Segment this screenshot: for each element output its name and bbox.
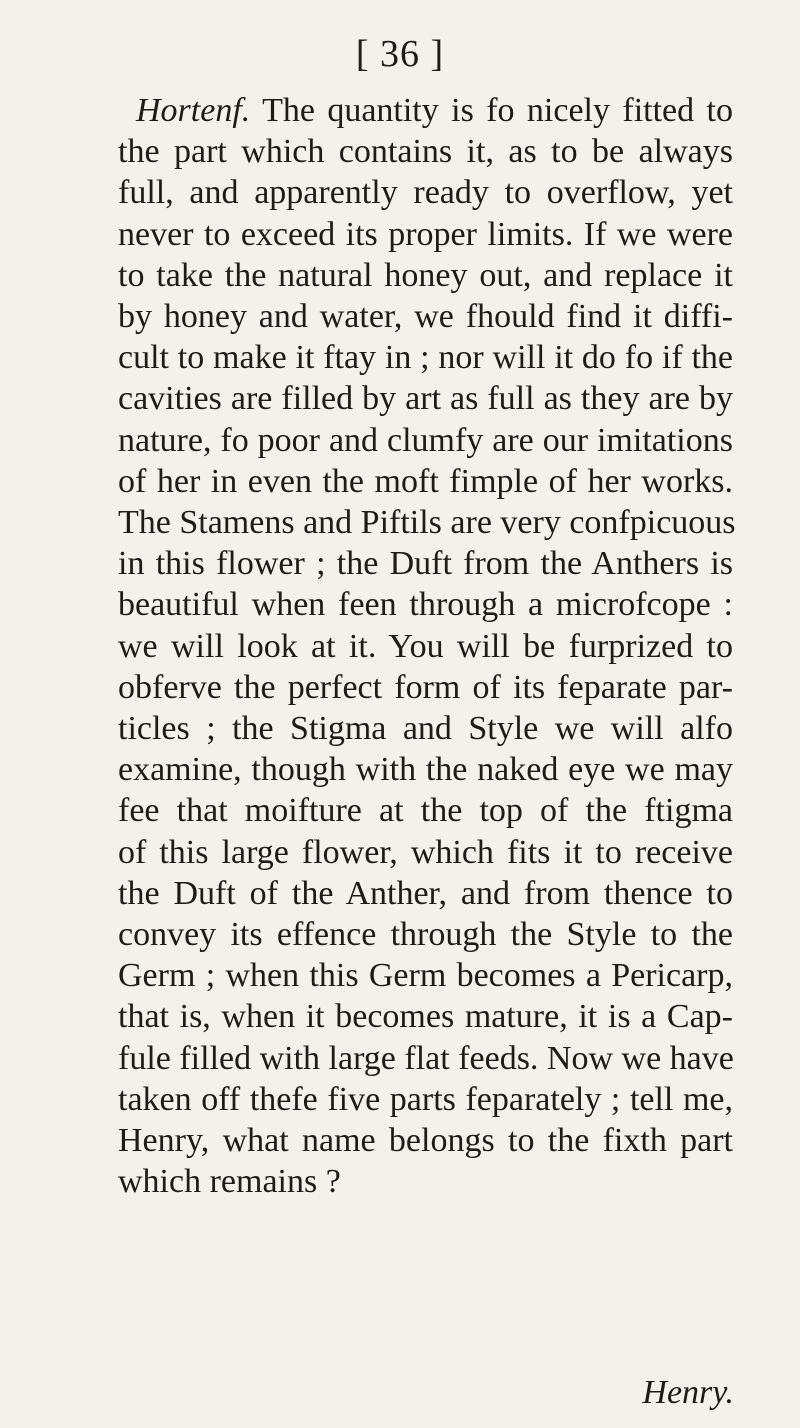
- text-line: of her in even the moft fimple of her works.: [118, 462, 733, 500]
- text-line: full, and apparently ready to overflow, yet: [118, 174, 733, 212]
- speaker-name: Hortenf.: [136, 92, 251, 129]
- text-line: beautiful when feen through a microfcope :: [118, 586, 733, 624]
- text-line: that is, when it becomes mature, it is a Cap-: [118, 998, 733, 1036]
- text-line: convey its effence through the Style to the: [118, 916, 733, 954]
- body-text: [118, 90, 736, 1202]
- text-line: cavities are filled by art as full as they are by: [118, 380, 733, 418]
- text-line: the part which contains it, as to be always: [118, 133, 733, 171]
- text-line: Hortenf. The quantity is fo nicely fitted to: [136, 92, 733, 129]
- text-line: fee that moifture at the top of the ftigma: [118, 792, 733, 830]
- text-line: which remains ?: [118, 1163, 341, 1201]
- text-line: the Duft of the Anther, and from thence to: [118, 874, 733, 912]
- text-line: we will look at it. You will be furprized to: [118, 627, 733, 665]
- text-line: obferve the perfect form of its feparate par-: [118, 668, 733, 706]
- text-line: ticles ; the Stigma and Style we will alfo: [118, 710, 733, 748]
- text-line: Henry, what name belongs to the fixth part: [118, 1122, 733, 1160]
- text-line: fule filled with large flat feeds. Now we have: [118, 1039, 734, 1077]
- text-line: in this flower ; the Duft from the Anthers is: [118, 545, 733, 583]
- catchword: Henry.: [642, 1374, 734, 1411]
- text-line: Germ ; when this Germ becomes a Pericarp,: [118, 957, 733, 995]
- text-line: examine, though with the naked eye we may: [118, 751, 733, 789]
- text-line: cult to make it ftay in ; nor will it do fo if the: [118, 339, 733, 377]
- page-number: [ 36 ]: [355, 33, 445, 75]
- text-line: nature, fo poor and clumfy are our imitations: [118, 421, 733, 459]
- text-line: to take the natural honey out, and replace it: [118, 256, 733, 294]
- text-line: by honey and water, we fhould find it diffi-: [118, 298, 733, 336]
- text-line: taken off thefe five parts feparately ; tell me,: [118, 1080, 733, 1118]
- text-line: The Stamens and Piftils are very confpicuous: [118, 504, 736, 542]
- text-line: never to exceed its proper limits. If we were: [118, 215, 733, 253]
- text-line: of this large flower, which fits it to receive: [118, 833, 733, 871]
